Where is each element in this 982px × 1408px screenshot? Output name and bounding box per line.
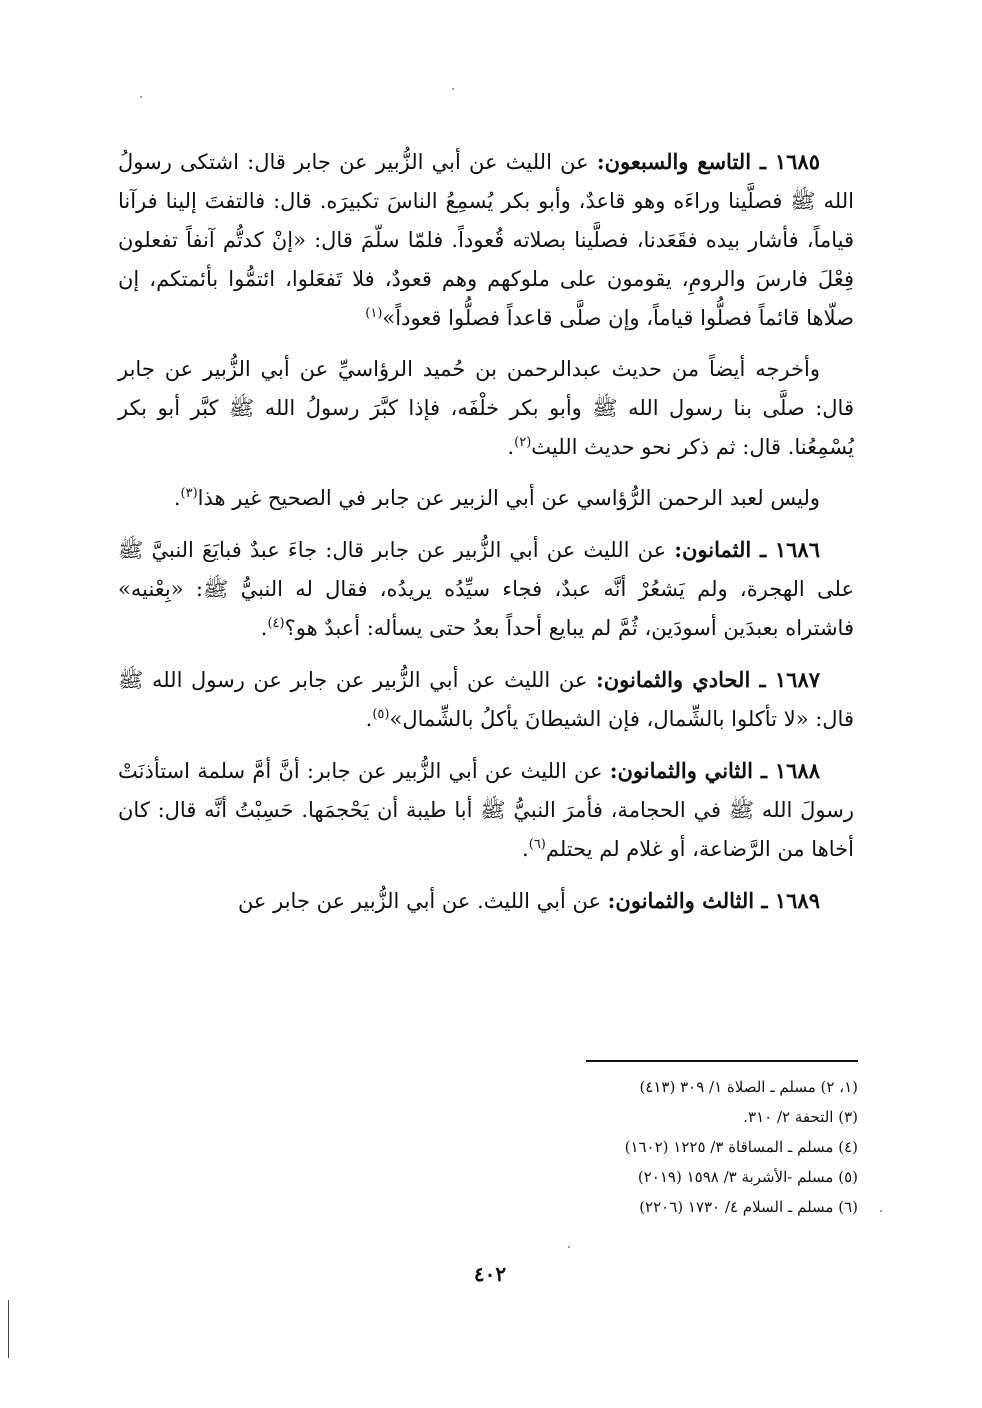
main-text	[118, 142, 854, 933]
hadith-1689	[118, 881, 854, 921]
footnotes	[300, 1072, 858, 1222]
scan-dot	[568, 1246, 570, 1248]
footnote-ref: (٢)	[514, 435, 532, 450]
hadith-1685	[118, 142, 854, 338]
footnote-item: (١، ٢) مسلم ـ الصلاة ١/ ٣٠٩ (٤١٣)	[639, 1078, 858, 1096]
hadith-text: عن الليث عن أبي الزُّبير عن جابر قال: جاءَ عبدٌ فبايَعَ النبيَّ ﷺ على الهجرة، ولم يَشعُرْ أنَّه عبدٌ، فجاء سيِّدُه يريدُه، فقال له النبيُّ ﷺ: «بِعْنيه» فاشتراه بعبدَين أسودَين، ثُمَّ لم يبايع أحداً بعدُ حتى يسأله: أعبدٌ هو؟	[118, 538, 854, 640]
footnote-item: (٣) التحفة ٢/ ٣١٠.	[743, 1108, 858, 1126]
hadith-1687: ١٦٨٧ ـ الحادي والثمانون: عن الليث عن أبي الزُّبير عن جابر عن رسول الله ﷺ قال: «لا تأكلوا بالشِّمال، فإن الشيطانَ يأكلُ بالشِّمال»$^{(٥)}$.	[118, 667, 854, 731]
hadith-1688: ١٦٨٨ ـ الثاني والثمانون: عن الليث عن أبي الزُّبير عن جابر: أنَّ أمَّ سلمة استأذنَتْ رسولَ الله ﷺ في الحجامة، فأمرَ النبيُّ ﷺ أبا طيبة أن يَحْجمَها. حَسِبْتُ أنَّه قال: كان أخاها من الرَّضاعة، أو غلام لم يحتلم$^{(٦)}$.	[118, 758, 854, 861]
hadith-text: عن الليث عن أبي الزُّبير عن جابر: أنَّ أمَّ سلمة استأذنَتْ رسولَ الله ﷺ في الحجامة، فأمرَ النبيُّ ﷺ أبا طيبة أن يَحْجمَها. حَسِبْتُ أنَّه قال: كان أخاها من الرَّضاعة، أو غلام لم يحتلم	[118, 759, 854, 861]
commentary-paragraph: وأخرجه أيضاً من حديث عبدالرحمن بن حُميد الرؤاسيِّ عن أبي الزُّبير عن جابر قال: صلَّى بنا رسول الله ﷺ وأبو بكر خلْفَه، فإذا كبَّرَ رسولُ الله ﷺ كبَّر أبو بكر يُسْمِعُنا. قال: ثم ذكر نحو حديث الليث$^{(٢)}$.	[118, 357, 854, 459]
footnote-ref: (٦)	[528, 837, 546, 852]
footnote-ref: (٤)	[267, 616, 285, 631]
footnote-ref: (١)	[365, 306, 383, 321]
hadith-text: عن الليث عن أبي الزُّبير عن جابر قال: اشتكى رسولُ الله ﷺ فصلَّينا وراءَه وهو قاعدٌ، وأبو بكر يُسمِعُ الناسَ تكبيرَه. قال: فالتفتَ إلينا فرآنا قياماً، فأشار بيده فقَعَدنا، فصلَّينا بصلاته قُعوداً. فلمّا سلّمَ قال: «إنْ كدتُّم آنفاً تفعلون فِعْلَ فارسَ والرومِ، يقومون على ملوكهم وهم قعودٌ، فلا تَفعَلوا، ائتمُّوا بأئمتكم، إن صلّاها قائماً فصلُّوا قياماً، وإن صلَّى قاعداً فصلُّوا قعوداً»	[118, 150, 854, 330]
commentary-text: وأخرجه أيضاً من حديث عبدالرحمن بن حُميد الرؤاسيِّ عن أبي الزُّبير عن جابر قال: صلَّى بنا رسول الله ﷺ وأبو بكر خلْفَه، فإذا كبَّرَ رسولُ الله ﷺ كبَّر أبو بكر يُسْمِعُنا. قال: ثم ذكر نحو حديث الليث	[118, 357, 854, 459]
scan-dot	[140, 96, 142, 98]
scan-dot	[452, 88, 454, 90]
commentary-text: وليس لعبد الرحمن الرُّؤاسي عن أبي الزبير عن جابر في الصحيح غير هذا	[197, 486, 820, 510]
footnote-item: (٤) مسلم ـ المساقاة ٣/ ١٢٢٥ (١٦٠٢)	[624, 1138, 858, 1156]
hadith-heading: ١٦٨٥ ـ التاسع والسبعون:	[596, 149, 820, 174]
scan-dot	[880, 1210, 882, 1212]
hadith-heading: ١٦٨٨ ـ الثاني والثمانون:	[609, 758, 820, 783]
footnote-divider	[586, 1060, 858, 1062]
footnote-ref: (٥)	[372, 707, 390, 722]
footnote-ref: (٣)	[180, 486, 198, 501]
footnote-item: (٦) مسلم ـ السلام ٤/ ١٧٣٠ (٢٢٠٦)	[639, 1198, 858, 1216]
scan-margin-line	[8, 1300, 9, 1358]
page-number: ٤٠٢	[473, 1262, 507, 1286]
hadith-1686: ١٦٨٦ ـ الثمانون: عن الليث عن أبي الزُّبير عن جابر قال: جاءَ عبدٌ فبايَعَ النبيَّ ﷺ على الهجرة، ولم يَشعُرْ أنَّه عبدٌ، فجاء سيِّدُه يريدُه، فقال له النبيُّ ﷺ: «بِعْنيه» فاشتراه بعبدَين أسودَين، ثُمَّ لم يبايع أحداً بعدُ حتى يسأله: أعبدٌ هو؟$^{(٤)}$.	[118, 537, 854, 640]
hadith-heading: ١٦٨٩ ـ الثالث والثمانون:	[607, 888, 820, 913]
commentary-paragraph: وليس لعبد الرحمن الرُّؤاسي عن أبي الزبير عن جابر في الصحيح غير هذا$^{(٣)}$.	[173, 486, 820, 510]
hadith-heading: ١٦٨٧ ـ الحادي والثمانون:	[595, 667, 821, 692]
hadith-heading: ١٦٨٦ ـ الثمانون:	[674, 537, 820, 562]
footnote-item: (٥) مسلم -الأشربة ٣/ ١٥٩٨ (٢٠١٩)	[637, 1168, 858, 1186]
hadith-text: عن الليث عن أبي الزُّبير عن جابر عن رسول الله ﷺ قال: «لا تأكلوا بالشِّمال، فإن الشيطانَ يأكلُ بالشِّمال»	[118, 668, 854, 731]
hadith-text: عن أبي الليث. عن أبي الزُّبير عن جابر عن	[237, 889, 608, 913]
